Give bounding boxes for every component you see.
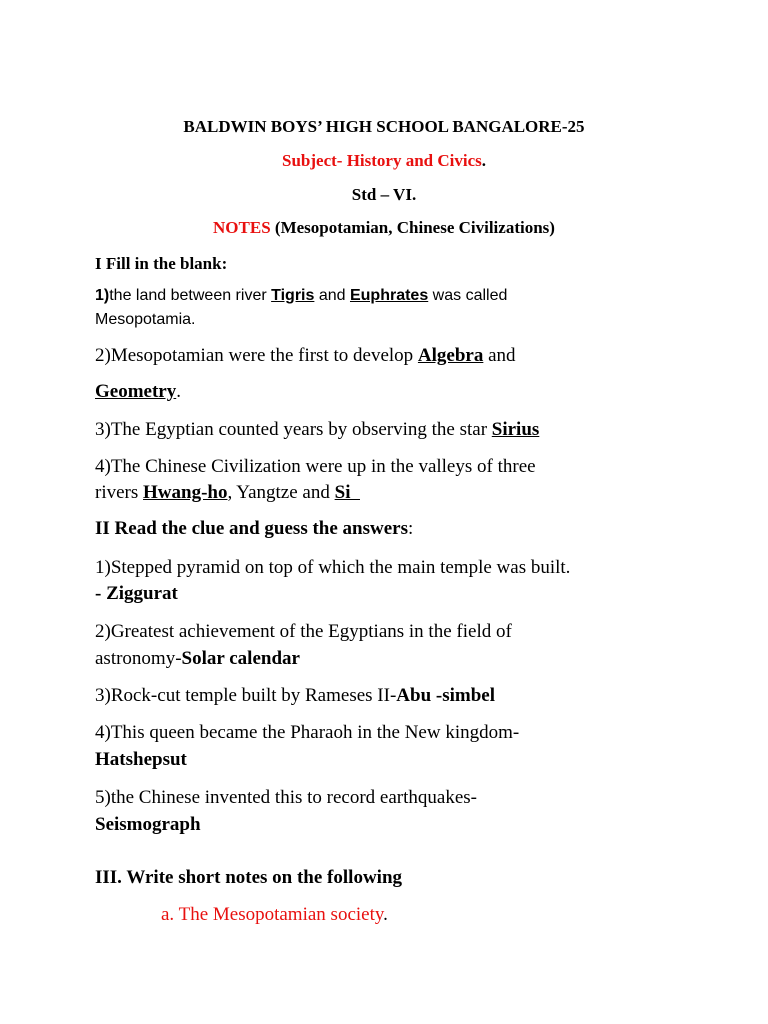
q1-text-d: was called — [428, 287, 508, 304]
q4-text-c: , Yangtze and — [227, 482, 335, 503]
notes-line — [0, 218, 768, 238]
notes-label: NOTES — [213, 218, 271, 237]
q2-answer-geometry: Geometry — [95, 381, 177, 402]
q1-line1 — [95, 287, 507, 305]
q4-answer-hwangho: Hwang-ho — [143, 482, 228, 503]
q1-text-c: and — [314, 287, 350, 304]
section2-heading-colon: : — [408, 518, 414, 539]
q1-answer-euphrates: Euphrates — [349, 287, 429, 304]
clue3-answer: Abu -simbel — [396, 685, 496, 706]
q2-text-d: . — [176, 381, 181, 402]
clue5-answer: Seismograph — [95, 814, 201, 835]
clue5-question: 5)the Chinese invented this to record earthquakes- — [95, 787, 477, 808]
q2-line1 — [95, 345, 516, 367]
std-line: Std – VI. — [351, 185, 417, 204]
subject-line — [0, 151, 768, 171]
school-title: BALDWIN BOYS’ HIGH SCHOOL BANGALORE-25 — [183, 117, 585, 136]
q4-answer-si: Si — [334, 482, 360, 503]
q2-answer-algebra: Algebra — [417, 345, 484, 366]
q3-line — [95, 419, 539, 441]
q4-line1: 4)The Chinese Civilization were up in the valleys of three — [95, 456, 536, 477]
clue4-question: 4)This queen became the Pharaoh in the New kingdom- — [95, 722, 520, 743]
clue3-question: 3)Rock-cut temple built by Rameses II- — [95, 685, 397, 706]
subject-text: Subject- History and Civics — [282, 151, 482, 170]
clue3-line — [95, 685, 495, 707]
clue2-line2 — [95, 648, 300, 670]
section3-heading: III. Write short notes on the following — [95, 867, 403, 888]
subject-dot: . — [481, 151, 486, 170]
section3-item-a-dot: . — [383, 904, 388, 925]
section2-heading — [95, 518, 413, 540]
clue1-answer: - Ziggurat — [95, 583, 178, 604]
q1-text-a: the land between river — [109, 287, 272, 304]
q2-text-c: and — [483, 345, 516, 366]
q3-text-a: 3)The Egyptian counted years by observing the star — [95, 419, 492, 440]
section3-item-a-text: a. The Mesopotamian society — [161, 904, 384, 925]
section2-heading-text: II Read the clue and guess the answers — [95, 518, 408, 539]
q2-text-a: 2)Mesopotamian were the first to develop — [95, 345, 418, 366]
clue1-question: 1)Stepped pyramid on top of which the main temple was built. — [95, 557, 571, 578]
q1-answer-tigris: Tigris — [271, 287, 315, 304]
section3-item-a — [161, 904, 388, 926]
section1-heading: I Fill in the blank: — [95, 254, 228, 273]
clue2-question: 2)Greatest achievement of the Egyptians in the field of — [95, 621, 512, 642]
q2-line2 — [95, 381, 181, 403]
q3-answer-sirius: Sirius — [491, 419, 540, 440]
clue2-text: astronomy- — [95, 648, 182, 669]
clue4-answer: Hatshepsut — [95, 749, 187, 770]
clue2-answer: Solar calendar — [181, 648, 300, 669]
q1-number: 1) — [95, 287, 110, 304]
notes-topic: (Mesopotamian, Chinese Civilizations) — [270, 218, 555, 237]
q4-text-b: rivers — [95, 482, 144, 503]
q4-line2 — [95, 482, 360, 504]
q1-line2: Mesopotamia. — [95, 311, 196, 328]
